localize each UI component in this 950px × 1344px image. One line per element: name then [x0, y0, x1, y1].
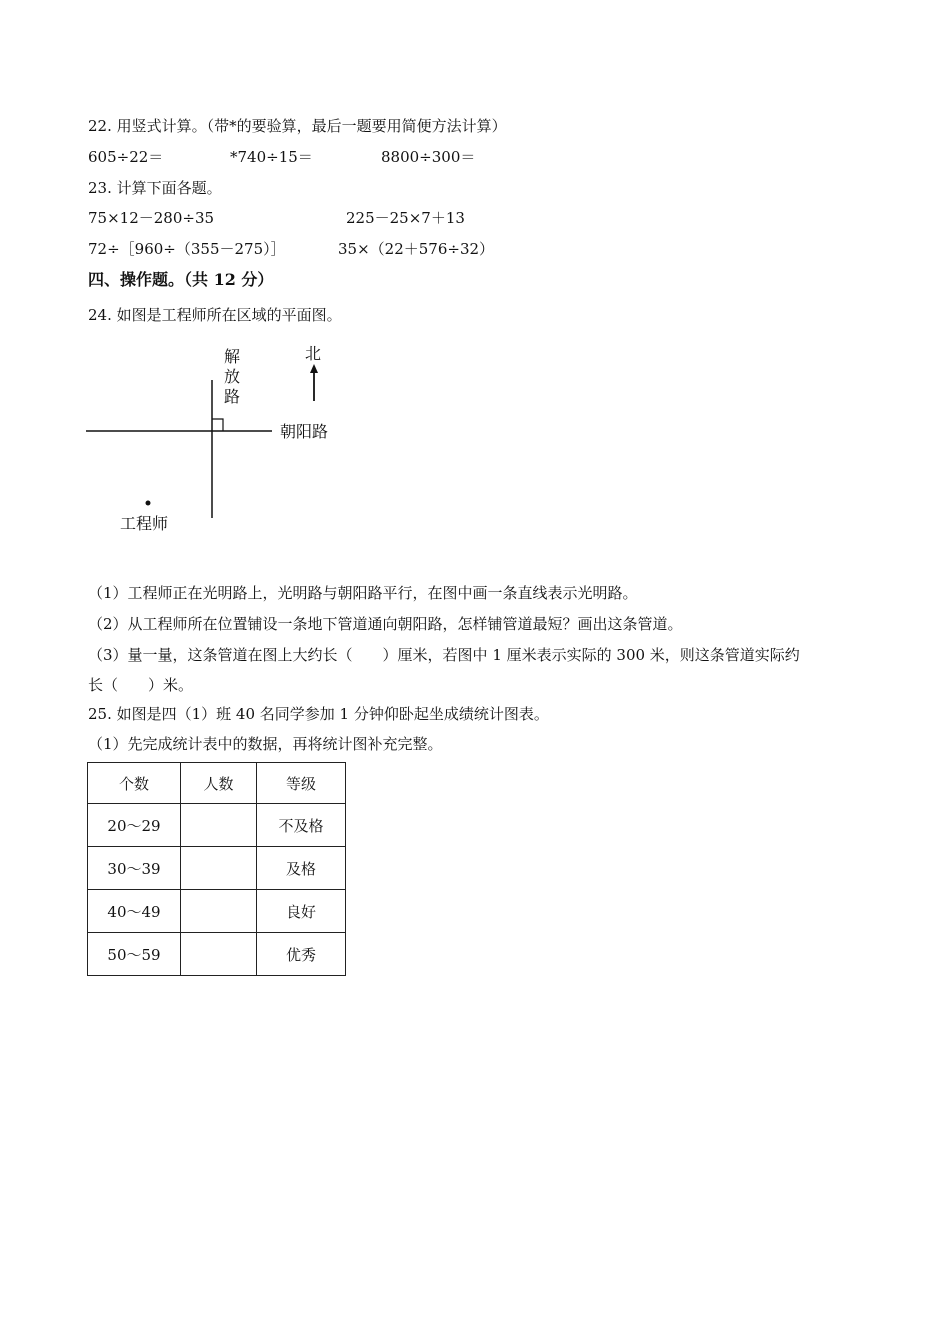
statistics-table [87, 762, 346, 976]
q25-sub1: （1）先完成统计表中的数据，再将统计图补充完整。 [88, 735, 443, 753]
q22-item-2: *740÷15＝ [230, 148, 313, 166]
q23-item-3: 72÷［960÷（355－275）］ [88, 240, 286, 258]
table-header-row [88, 763, 346, 804]
road-label-fang: 放 [224, 367, 241, 386]
q24-sub3-line1: （3）量一量，这条管道在图上大约长（ ）厘米，若图中 1 厘米表示实际的 300 米，则这条管道实际约 [88, 646, 800, 664]
right-angle-mark [212, 419, 223, 431]
north-label: 北 [305, 344, 322, 363]
q24-sub1: （1）工程师正在光明路上，光明路与朝阳路平行，在图中画一条直线表示光明路。 [88, 584, 638, 602]
q22-item-1: 605÷22＝ [88, 148, 164, 166]
chaoyang-road-label: 朝阳路 [280, 422, 329, 441]
q22-item-3: 8800÷300＝ [381, 148, 476, 166]
road-label-lu: 路 [224, 387, 241, 406]
section-title: 四、操作题。（共 12 分） [88, 270, 274, 289]
row-grade: 优秀 [257, 933, 346, 976]
road-label-jie: 解 [224, 347, 241, 366]
header-people: 人数 [181, 763, 257, 804]
engineer-point [146, 501, 151, 506]
header-count-range: 个数 [88, 763, 181, 804]
q23-item-2: 225－25×7＋13 [346, 209, 465, 227]
q25-title: 25. 如图是四（1）班 40 名同学参加 1 分钟仰卧起坐成绩统计图表。 [88, 705, 549, 723]
table-row [88, 847, 346, 890]
table-row [88, 804, 346, 847]
row-count-blank [181, 804, 257, 847]
q24-sub2: （2）从工程师所在位置铺设一条地下管道通向朝阳路，怎样铺管道最短？画出这条管道。 [88, 615, 683, 633]
q23-title: 23. 计算下面各题。 [88, 179, 222, 197]
row-range: 50～59 [88, 933, 181, 976]
row-count-blank [181, 933, 257, 976]
row-grade: 不及格 [257, 804, 346, 847]
north-arrow-icon [310, 364, 318, 373]
q23-item-4: 35×（22＋576÷32） [338, 240, 495, 258]
table-row [88, 933, 346, 976]
engineer-label: 工程师 [120, 514, 169, 533]
row-range: 20～29 [88, 804, 181, 847]
q24-sub3-line2: 长（ ）米。 [88, 676, 194, 694]
row-range: 30～39 [88, 847, 181, 890]
row-grade: 及格 [257, 847, 346, 890]
row-count-blank [181, 847, 257, 890]
road-map [86, 340, 346, 540]
row-grade: 良好 [257, 890, 346, 933]
table-row [88, 890, 346, 933]
q23-item-1: 75×12－280÷35 [88, 209, 215, 227]
row-range: 40～49 [88, 890, 181, 933]
q22-title: 22. 用竖式计算。（带*的要验算，最后一题要用简便方法计算） [88, 117, 507, 135]
q24-title: 24. 如图是工程师所在区域的平面图。 [88, 306, 342, 324]
row-count-blank [181, 890, 257, 933]
header-grade: 等级 [257, 763, 346, 804]
